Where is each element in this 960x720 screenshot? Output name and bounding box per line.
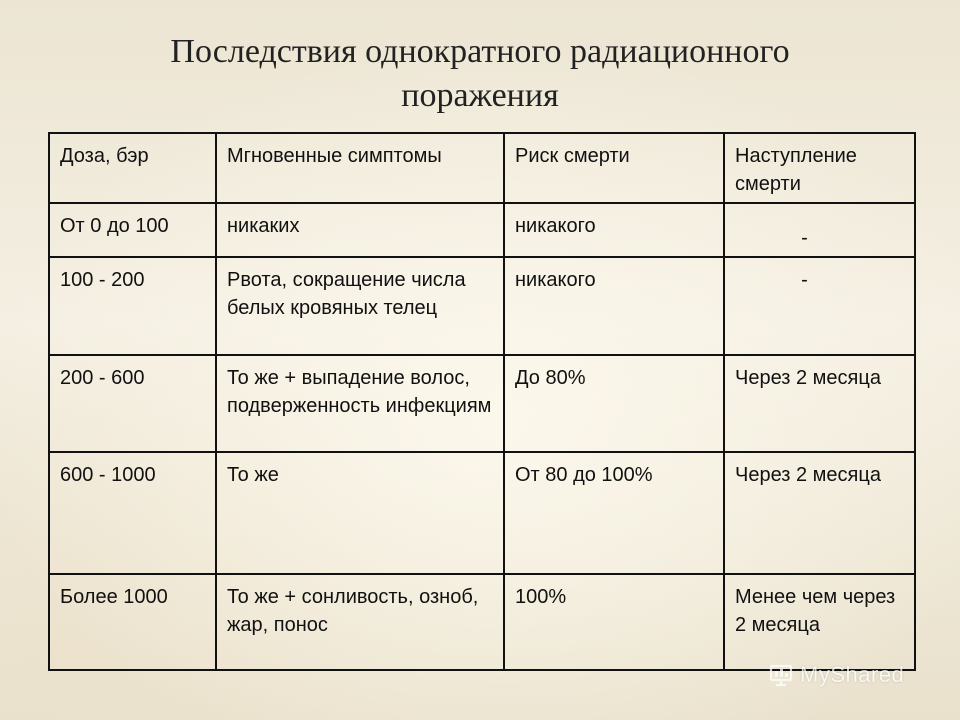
table-row (49, 452, 915, 574)
cell-dose: 200 - 600 (49, 355, 216, 452)
table-row (49, 257, 915, 355)
cell-death-onset: Менее чем через 2 месяца (724, 574, 915, 670)
cell-death-risk: 100% (504, 574, 724, 670)
header-cell-death-onset: Наступление смерти (724, 133, 915, 203)
cell-symptoms: То же (216, 452, 504, 574)
presentation-board-icon (768, 662, 794, 688)
cell-dose: Более 1000 (49, 574, 216, 670)
cell-symptoms: никаких (216, 203, 504, 257)
cell-dose: От 0 до 100 (49, 203, 216, 257)
page-title (0, 30, 960, 118)
cell-death-onset: - (724, 257, 915, 355)
cell-death-onset: - (724, 203, 915, 257)
title-line-1: Последствия однократного радиационного (170, 33, 790, 70)
cell-symptoms: Рвота, сокращение числа белых кровяных телец (216, 257, 504, 355)
table-row (49, 203, 915, 257)
radiation-effects-table (48, 132, 916, 671)
header-cell-death-risk: Риск смерти (504, 133, 724, 203)
cell-death-onset: Через 2 месяца (724, 355, 915, 452)
table-row (49, 574, 915, 670)
cell-dose: 100 - 200 (49, 257, 216, 355)
header-cell-symptoms: Мгновенные симптомы (216, 133, 504, 203)
table-row (49, 355, 915, 452)
watermark (768, 660, 928, 690)
cell-death-risk: До 80% (504, 355, 724, 452)
header-row (49, 133, 915, 203)
cell-symptoms: То же + сонливость, озноб, жар, понос (216, 574, 504, 670)
header-cell-dose: Доза, бэр (49, 133, 216, 203)
cell-death-risk: никакого (504, 257, 724, 355)
cell-death-onset: Через 2 месяца (724, 452, 915, 574)
title-line-2: поражения (401, 77, 559, 114)
cell-symptoms: То же + выпадение волос, подверженность инфекциям (216, 355, 504, 452)
cell-death-risk: никакого (504, 203, 724, 257)
watermark-text: MyShared (800, 662, 905, 687)
cell-dose: 600 - 1000 (49, 452, 216, 574)
cell-death-risk: От 80 до 100% (504, 452, 724, 574)
